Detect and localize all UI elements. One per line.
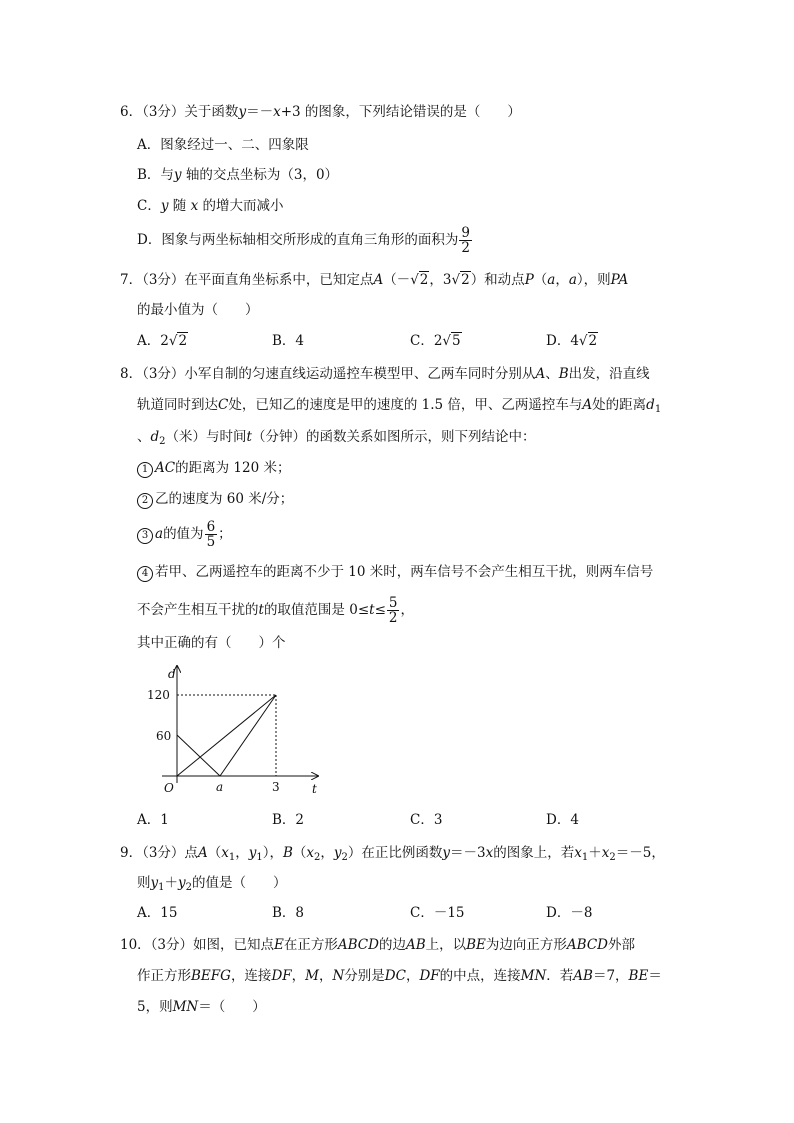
q8-stem-line3: 、$d_2$（米）与时间t（分钟）的函数关系如图所示，则下列结论中：	[137, 429, 536, 447]
sqrt: √5	[442, 333, 461, 349]
sqrt: √2	[410, 272, 429, 288]
distance-time-graph	[140, 658, 340, 803]
q7-option-a[interactable]: A．2√2	[137, 333, 188, 349]
q7-option-b[interactable]: B．4	[272, 333, 305, 349]
q8-statement-1: 1 AC的距离为 120 米；	[137, 459, 290, 478]
q8-statement-4: 4 若甲、乙两遥控车的距离不少于 10 米时，两车信号不会产生相互干扰，则两车信号	[137, 563, 653, 582]
tick-label-60: 60	[156, 729, 172, 743]
q6-stem: 6．（3分）关于函数y＝－x+3 的图象，下列结论错误的是（ ）	[120, 104, 521, 120]
fraction: $\frac{5}{2}$	[388, 595, 398, 626]
sqrt: √2	[451, 272, 470, 288]
q8-option-c[interactable]: C．3	[410, 812, 443, 828]
q6-option-a[interactable]: A．图象经过一、二、四象限	[137, 137, 309, 153]
fraction: $\frac{9}{2}$	[461, 225, 470, 256]
q8-statement-4-line2: 不会产生相互干扰的t的取值范围是 0≤t≤ $\frac{5}{2}$ ，	[137, 595, 414, 626]
q6-option-b[interactable]: B．与y 轴的交点坐标为（3，0）	[137, 167, 339, 183]
q8-option-d[interactable]: D．4	[546, 812, 579, 828]
sqrt: √2	[168, 333, 188, 349]
q9-option-b[interactable]: B．8	[272, 905, 305, 921]
sqrt: √2	[578, 333, 598, 349]
tick-label-a: a	[216, 780, 224, 794]
q9-stem-line1: 9．（3分）点$A(x_1$，$y_1$），$B(x_2$，$y_2$）在正比例函数y＝－3x的图象上，若$x_1+x_2=-5$，	[120, 845, 665, 863]
q8-stem-line1: 8．（3分）小军自制的匀速直线运动遥控车模型甲、乙两车同时分别从A、B出发，沿直线	[120, 366, 650, 382]
origin-label: O	[164, 781, 174, 795]
line-d1-up	[220, 695, 276, 776]
q10-stem-line3: 5，则MN＝（ ）	[137, 999, 266, 1015]
fraction: $\frac{6}{5}$	[206, 519, 216, 550]
tick-label-120: 120	[147, 688, 170, 702]
q7-stem-line2: 的最小值为（ ）	[137, 302, 259, 318]
q8-option-b[interactable]: B．2	[272, 812, 305, 828]
tick-label-3: 3	[272, 780, 280, 794]
q7-option-c[interactable]: C．2√5	[410, 333, 461, 349]
q6-option-c[interactable]: C．y 随 x 的增大而减小	[137, 198, 284, 214]
q8-statement-2: 2 乙的速度为 60 米/分；	[137, 490, 293, 509]
q10-stem-line1: 10．（3分）如图，已知点E在正方形ABCD的边AB上，以BE为边向正方形ABCD外部	[120, 937, 635, 953]
q8-statement-3: 3 a的值为 $\frac{6}{5}$ ；	[137, 520, 232, 549]
q9-option-d[interactable]: D．－8	[546, 905, 593, 921]
q7-stem: 7．（3分）在平面直角坐标系中，已知定点A（－√2，3√2）和动点P（a，a），则PA	[120, 272, 629, 288]
q7-option-d[interactable]: D．4√2	[546, 333, 598, 349]
line-d1-down	[177, 735, 220, 776]
q10-stem-line2: 作正方形BEFG，连接DF，M，N分别是DC，DF的中点，连接MN．若AB＝7，BE＝	[137, 968, 662, 984]
q9-stem-line2: 则$y_1+y_2$的值是（ ）	[137, 875, 287, 893]
axis-label-x: t	[312, 782, 317, 796]
q8-ask: 其中正确的有（ ）个	[137, 635, 286, 651]
q6-option-d[interactable]: D．图象与两坐标轴相交所形成的直角三角形的面积为 $\frac{9}{2}$	[137, 225, 470, 256]
line-d2	[177, 695, 276, 776]
q8-stem-line2: 轨道同时到达C处，已知乙的速度是甲的速度的 1.5 倍，甲、乙两遥控车与A处的距离$d_1$	[137, 397, 662, 415]
q9-option-a[interactable]: A．15	[137, 905, 178, 921]
q8-option-a[interactable]: A．1	[137, 812, 169, 828]
axis-label-y: d	[168, 667, 176, 681]
q9-option-c[interactable]: C．－15	[410, 905, 465, 921]
